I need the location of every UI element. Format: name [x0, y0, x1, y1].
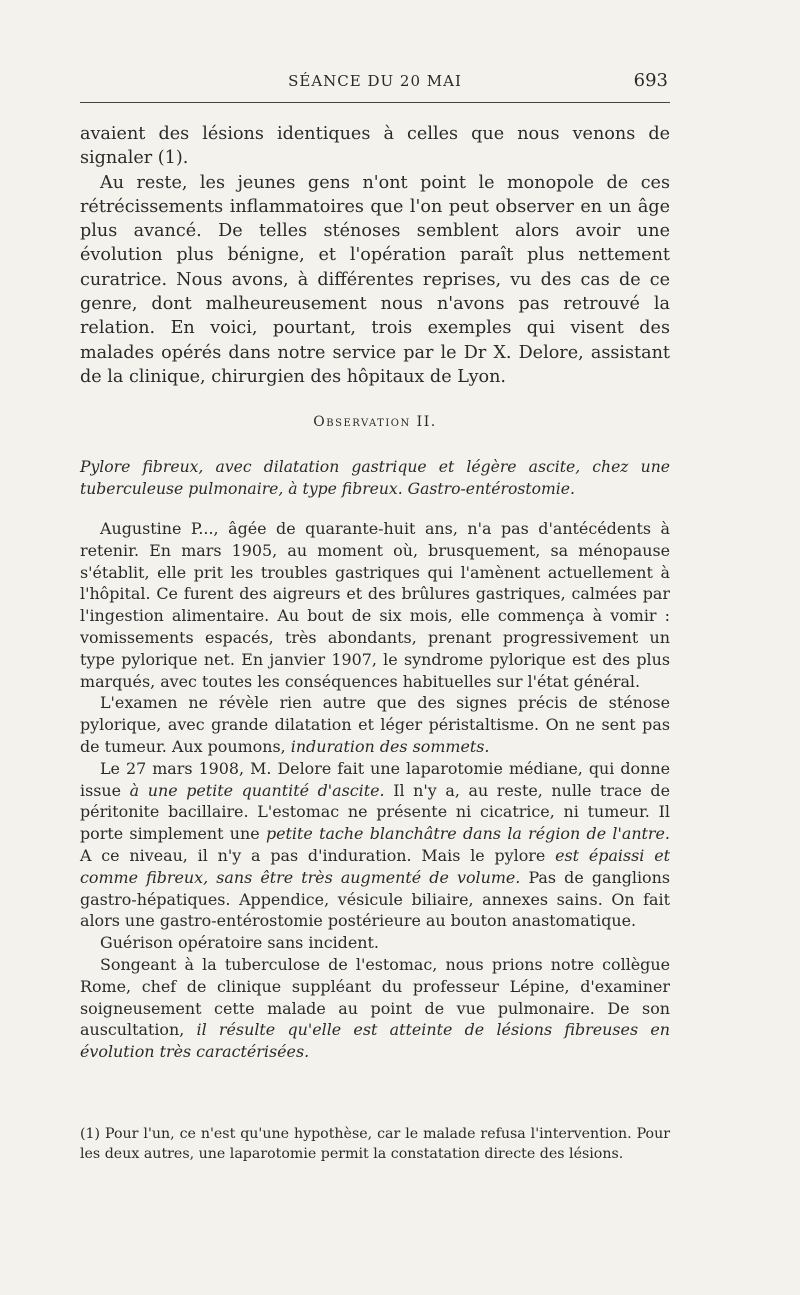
case-paragraph-5-a: Songeant à la tuberculose de l'estomac, nous prions notre collègue Rome, chef de clinique suppléant du professeur Lépine, d'examiner soigneusement cette malade au point de vue pulmonaire. De son auscultation, — [80, 954, 670, 1040]
case-report — [80, 518, 670, 1063]
intro-text — [80, 122, 670, 389]
case-paragraph-2 — [80, 692, 670, 757]
case-paragraph-3-c: Il n'y a, au reste, nulle trace de péritonite bacillaire. L'estomac ne présente ni cicatrice, ni tumeur. Il porte simplement une — [80, 780, 670, 844]
case-paragraph-5-b: il résulte qu'elle est atteinte de lésions fibreuses en évolution très caractérisées. — [80, 1020, 670, 1062]
case-paragraph-3-g: Pas de ganglions gastro-hépatiques. Appendice, vésicule biliaire, annexes sains. On fait alors une gastro-entérostomie postérieure au bouton anastomatique. — [80, 867, 670, 931]
case-paragraph-4: Guérison opératoire sans incident. — [100, 933, 379, 953]
case-paragraph-3-f: est épaissi et comme fibreux, sans être très augmenté de volume. — [80, 845, 670, 887]
page-number: 693 — [633, 70, 668, 91]
case-paragraph-1: Augustine P..., âgée de quarante-huit ans, n'a pas d'antécédents à retenir. En mars 1905, au moment où, brusquement, sa ménopause s'établit, elle prit les troubles gastriques qui l'amènent actuellement à l'hôpital. Ce furent des aigreurs et des brûlures gastriques, calmées par l'ingestion alimentaire. Au bout de six mois, elle commença à vomir : vomissements espacés, très abondants, prenant progressivement un type pylorique net. En janvier 1907, le syndrome pylorique est des plus marqués, avec toutes les conséquences habituelles sur l'état général. — [80, 519, 670, 691]
case-paragraph-3-e: A ce niveau, il n'y a pas d'induration. Mais le pylore — [80, 845, 556, 865]
footnote: (1) Pour l'un, ce n'est qu'une hypothèse, car le malade refusa l'intervention. Pour les deux autres, une laparotomie permit la constatation directe des lésions. — [80, 1126, 670, 1162]
running-title: SÉANCE DU 20 MAI — [288, 72, 462, 90]
observation-title: Observation II. — [313, 414, 437, 430]
case-paragraph-3-d: petite tache blanchâtre dans la région de l'antre. — [265, 824, 670, 844]
intro-paragraph-1: avaient des lésions identiques à celles que nous venons de signaler (1). — [80, 124, 670, 169]
case-paragraph-3-b: à une petite quantité d'ascite. — [129, 780, 385, 800]
intro-paragraph-2: Au reste, les jeunes gens n'ont point le monopole de ces rétrécissements inflammatoires que l'on peut observer en un âge plus avancé. De telles sténoses semblent alors avoir une évolution plus bénigne, et l'opération paraît plus nettement curatrice. Nous avons, à différentes reprises, vu des cas de ce genre, dont malheureusement nous n'avons pas retrouvé la relation. En voici, pourtant, trois exemples qui visent des malades opérés dans notre service par le Dr X. Delore, assistant de la clinique, chirurgien des hôpitaux de Lyon. — [80, 172, 670, 387]
case-paragraph-3 — [80, 758, 670, 932]
case-paragraph-2-text: L'examen ne révèle rien autre que des signes précis de sténose pylorique, avec grande dilatation et léger péristaltisme. On ne sent pas de tumeur. Aux poumons, — [80, 693, 670, 756]
case-paragraph-3-a: Le 27 mars 1908, M. Delore fait une laparotomie médiane, qui donne issue — [80, 758, 670, 800]
case-paragraph-5 — [80, 954, 670, 1063]
observation-subtitle: Pylore fibreux, avec dilatation gastrique et légère ascite, chez une tuberculeuse pulmonaire, à type fibreux. Gastro-entérostomie. — [80, 458, 670, 498]
case-paragraph-2-emphasis: induration des sommets. — [290, 736, 490, 756]
page-header — [80, 70, 670, 103]
